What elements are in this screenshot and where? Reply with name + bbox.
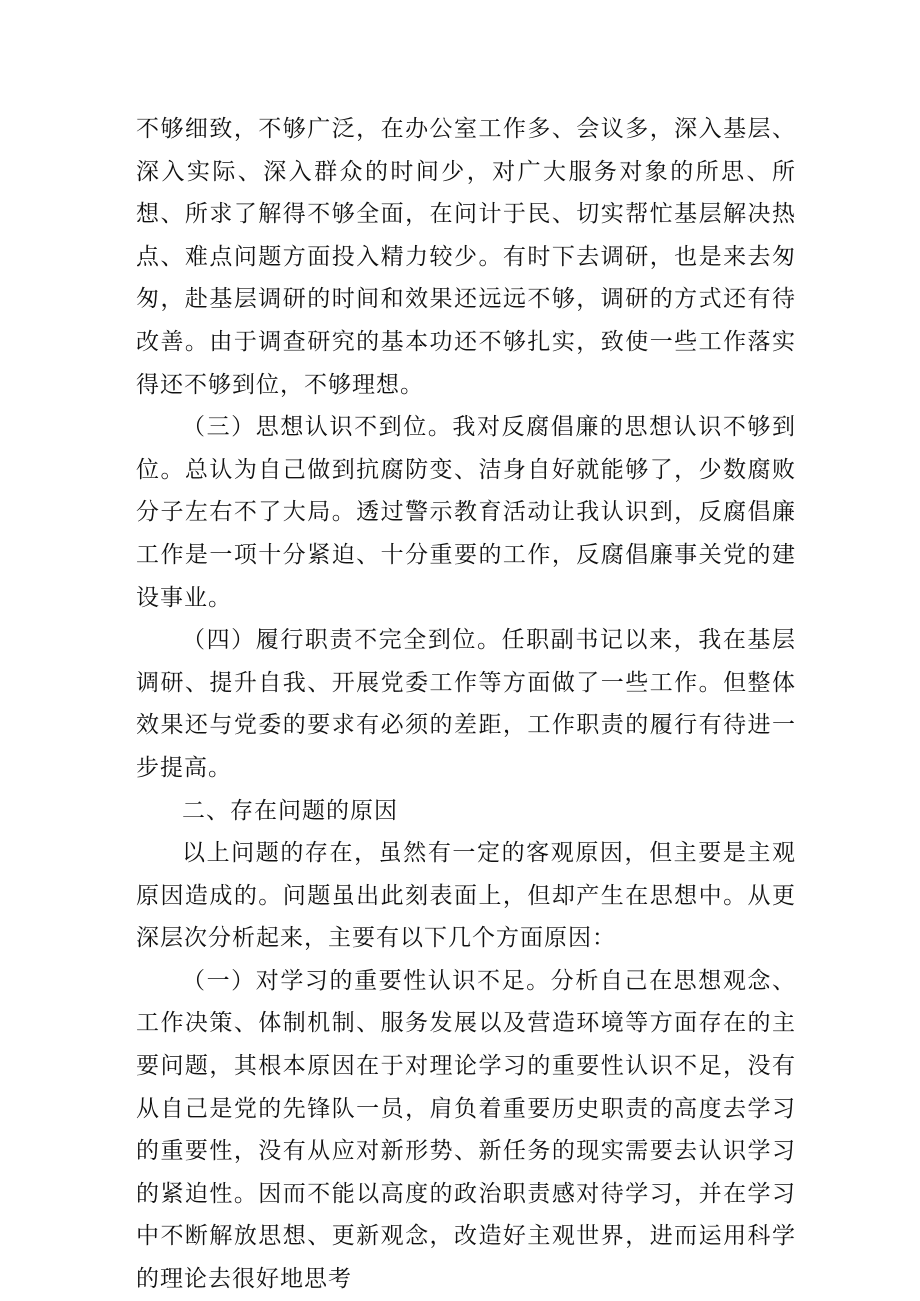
document-body	[136, 108, 796, 1301]
section-heading: 二、存在问题的原因	[182, 797, 398, 824]
paragraph-continuation: 不够细致，不够广泛，在办公室工作多、会议多，深入基层、深入实际、深入群众的时间少，对广大服务对象的所思、所想、所求了解得不够全面，在问计于民、切实帮忙基层解决热点、难点问题方面投入精力较少。有时下去调研，也是来去匆匆，赴基层调研的时间和效果还远远不够，调研的方式还有待改善。由于调查研究的基本功还不够扎实，致使一些工作落实得还不够到位，不够理想。	[136, 116, 796, 398]
paragraph-item-three: （三）思想认识不到位。我对反腐倡廉的思想认识不够到位。总认为自己做到抗腐防变、洁身自好就能够了，少数腐败分子左右不了大局。透过警示教育活动让我认识到，反腐倡廉工作是一项十分紧迫、十分重要的工作，反腐倡廉事关党的建设事业。	[136, 414, 796, 611]
paragraph-item-four: （四）履行职责不完全到位。任职副书记以来，我在基层调研、提升自我、开展党委工作等方面做了一些工作。但整体效果还与党委的要求有必须的差距，工作职责的履行有待进一步提高。	[136, 627, 796, 781]
paragraph-cause-one: （一）对学习的重要性认识不足。分析自己在思想观念、工作决策、体制机制、服务发展以及营造环境等方面存在的主要问题，其根本原因在于对理论学习的重要性认识不足，没有从自己是党的先锋队一员，肩负着重要历史职责的高度去学习的重要性，没有从应对新形势、新任务的现实需要去认识学习的紧迫性。因而不能以高度的政治职责感对待学习，并在学习中不断解放思想、更新观念，改造好主观世界，进而运用科学的理论去很好地思考	[136, 967, 796, 1293]
paragraph-cause-intro: 以上问题的存在，虽然有一定的客观原因，但主要是主观原因造成的。问题虽出此刻表面上，但却产生在思想中。从更深层次分析起来，主要有以下几个方面原因：	[136, 840, 796, 952]
